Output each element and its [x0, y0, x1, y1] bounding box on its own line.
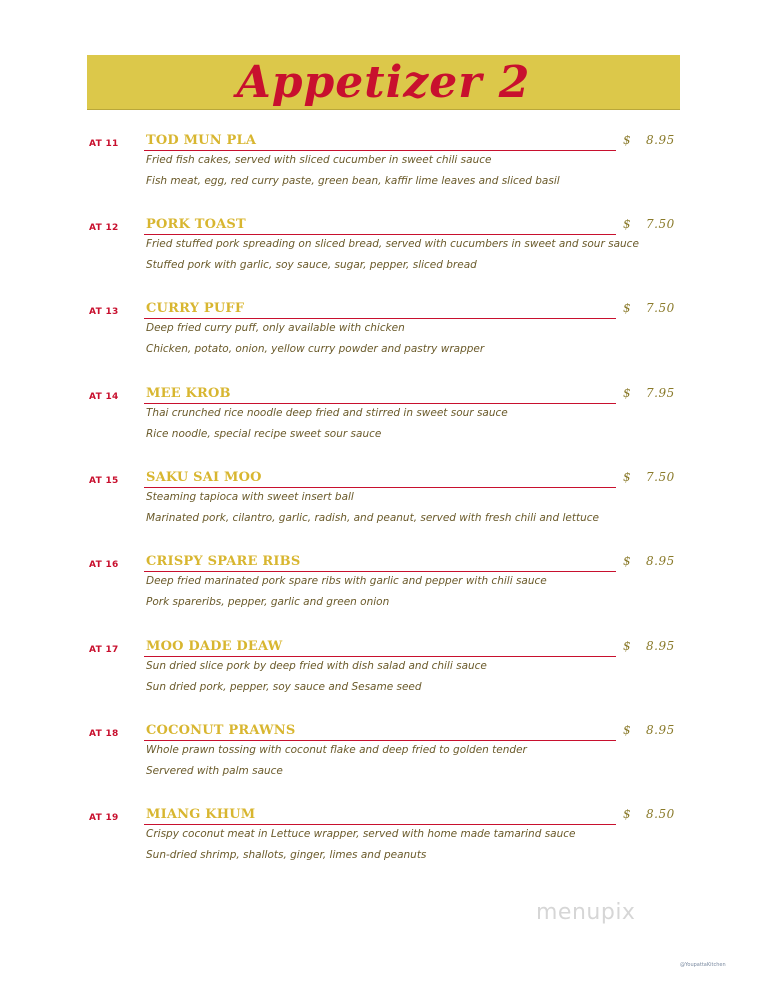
item-currency: $ — [623, 386, 631, 400]
item-name: PORK TOAST — [146, 217, 246, 232]
menu-item — [0, 301, 768, 381]
item-name: TOD MUN PLA — [146, 133, 257, 148]
item-divider — [144, 150, 616, 151]
item-divider — [144, 403, 616, 404]
item-price: 8.50 — [646, 807, 675, 821]
item-currency: $ — [623, 301, 631, 315]
item-ingredients: Rice noodle, special recipe sweet sour sauce — [146, 428, 382, 440]
item-code: AT 18 — [89, 729, 119, 739]
item-code: AT 16 — [89, 560, 119, 570]
item-divider — [144, 824, 616, 825]
item-name: MOO DADE DEAW — [146, 639, 283, 654]
item-code: AT 11 — [89, 139, 119, 149]
item-price: 7.50 — [646, 301, 675, 315]
item-code: AT 14 — [89, 392, 119, 402]
item-name: COCONUT PRAWNS — [146, 723, 296, 738]
page-title: Appetizer 2 — [236, 57, 531, 108]
item-name: CURRY PUFF — [146, 301, 245, 316]
item-ingredients: Sun dried pork, pepper, soy sauce and Sesame seed — [146, 681, 422, 693]
item-description: Deep fried curry puff, only available with chicken — [146, 322, 405, 334]
item-divider — [144, 656, 616, 657]
item-currency: $ — [623, 807, 631, 821]
item-code: AT 15 — [89, 476, 119, 486]
item-price: 8.95 — [646, 554, 675, 568]
item-currency: $ — [623, 133, 631, 147]
item-name: SAKU SAI MOO — [146, 470, 262, 485]
item-divider — [144, 571, 616, 572]
item-name: CRISPY SPARE RIBS — [146, 554, 301, 569]
item-ingredients: Pork spareribs, pepper, garlic and green onion — [146, 596, 390, 608]
item-name: MEE KROB — [146, 386, 231, 401]
item-description: Fried fish cakes, served with sliced cucumber in sweet chili sauce — [146, 154, 492, 166]
menu-item — [0, 807, 768, 887]
menu-item — [0, 639, 768, 719]
credit-text: @YoupattaKitchen — [680, 962, 726, 968]
menu-item — [0, 133, 768, 213]
item-price: 8.95 — [646, 639, 675, 653]
item-description: Fried stuffed pork spreading on sliced bread, served with cucumbers in sweet and sour sauce — [146, 238, 639, 250]
item-ingredients: Servered with palm sauce — [146, 765, 283, 777]
item-code: AT 13 — [89, 307, 119, 317]
menu-item — [0, 217, 768, 297]
item-ingredients: Marinated pork, cilantro, garlic, radish, and peanut, served with fresh chili and lettuce — [146, 512, 599, 524]
item-currency: $ — [623, 723, 631, 737]
item-description: Crispy coconut meat in Lettuce wrapper, served with home made tamarind sauce — [146, 828, 576, 840]
item-currency: $ — [623, 217, 631, 231]
item-divider — [144, 487, 616, 488]
item-price: 7.50 — [646, 217, 675, 231]
item-price: 7.95 — [646, 386, 675, 400]
item-code: AT 17 — [89, 645, 119, 655]
item-divider — [144, 234, 616, 235]
item-description: Whole prawn tossing with coconut flake and deep fried to golden tender — [146, 744, 527, 756]
item-ingredients: Sun-dried shrimp, shallots, ginger, limes and peanuts — [146, 849, 427, 861]
menu-item — [0, 723, 768, 803]
item-description: Sun dried slice pork by deep fried with dish salad and chili sauce — [146, 660, 487, 672]
item-currency: $ — [623, 554, 631, 568]
item-description: Thai crunched rice noodle deep fried and stirred in sweet sour sauce — [146, 407, 508, 419]
menu-item — [0, 386, 768, 466]
menu-item — [0, 470, 768, 550]
item-price: 7.50 — [646, 470, 675, 484]
item-description: Steaming tapioca with sweet insert ball — [146, 491, 354, 503]
item-ingredients: Chicken, potato, onion, yellow curry powder and pastry wrapper — [146, 343, 485, 355]
item-divider — [144, 318, 616, 319]
item-name: MIANG KHUM — [146, 807, 256, 822]
item-currency: $ — [623, 639, 631, 653]
item-code: AT 19 — [89, 813, 119, 823]
item-currency: $ — [623, 470, 631, 484]
item-divider — [144, 740, 616, 741]
title-banner — [87, 55, 680, 110]
item-code: AT 12 — [89, 223, 119, 233]
item-ingredients: Stuffed pork with garlic, soy sauce, sugar, pepper, sliced bread — [146, 259, 477, 271]
menupix-watermark: menupix — [536, 900, 636, 925]
item-ingredients: Fish meat, egg, red curry paste, green bean, kaffir lime leaves and sliced basil — [146, 175, 560, 187]
item-description: Deep fried marinated pork spare ribs with garlic and pepper with chili sauce — [146, 575, 547, 587]
menu-item — [0, 554, 768, 634]
item-price: 8.95 — [646, 133, 675, 147]
item-price: 8.95 — [646, 723, 675, 737]
